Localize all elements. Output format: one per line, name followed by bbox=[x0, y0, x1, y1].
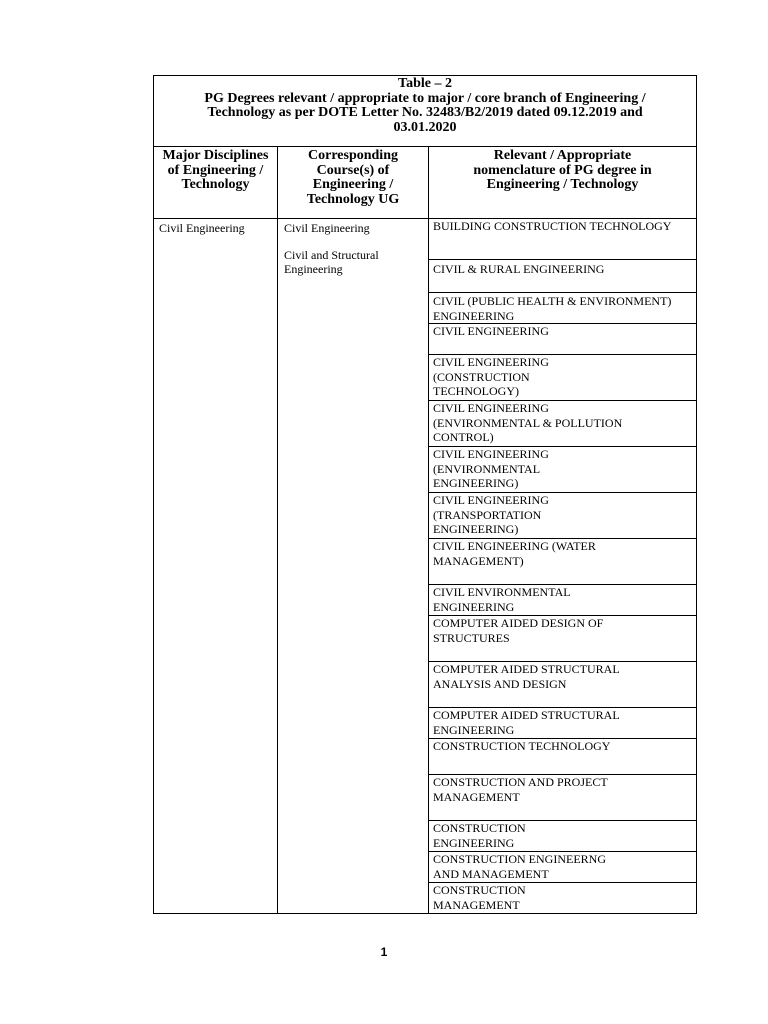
pg-degree-row: CIVIL & RURAL ENGINEERING bbox=[429, 260, 696, 293]
pg-degree-row: CIVIL ENGINEERING (WATER MANAGEMENT) bbox=[429, 539, 696, 585]
pg-degree-row: CIVIL (PUBLIC HEALTH & ENVIRONMENT) ENGINEERING bbox=[429, 293, 696, 324]
major-discipline-cell bbox=[154, 219, 278, 914]
pg-degree-row: COMPUTER AIDED STRUCTURAL ENGINEERING bbox=[429, 708, 696, 739]
header-major-text: Major Disciplines of Engineering / Technology bbox=[162, 148, 269, 192]
pg-degree-row: CONSTRUCTION MANAGEMENT bbox=[433, 883, 526, 912]
ug-course-item: Civil and Structural Engineering bbox=[284, 247, 379, 276]
pg-degree-row: CONSTRUCTION ENGINEERING bbox=[429, 821, 696, 852]
pg-degrees-cell bbox=[429, 219, 697, 914]
pg-degree-row: BUILDING CONSTRUCTION TECHNOLOGY bbox=[429, 219, 696, 260]
table-title: PG Degrees relevant / appropriate to major / core branch of Engineering / Technology as per DOTE Letter No. 32483/B2/2019 dated 09.12.2019 and 03.01.2020 bbox=[204, 90, 646, 135]
ug-courses-cell bbox=[278, 219, 429, 914]
table-caption: Table – 2 bbox=[398, 76, 452, 91]
pg-degree-row: COMPUTER AIDED STRUCTURAL ANALYSIS AND DESIGN bbox=[429, 662, 696, 708]
header-pg-degree bbox=[429, 147, 697, 219]
pg-degree-row: CIVIL ENGINEERING (TRANSPORTATION ENGINEERING) bbox=[429, 493, 696, 539]
major-discipline: Civil Engineering bbox=[159, 221, 245, 235]
pg-degree-row: COMPUTER AIDED DESIGN OF STRUCTURES bbox=[429, 616, 696, 662]
pg-degrees-list bbox=[429, 219, 696, 913]
pg-degree-row: CONSTRUCTION ENGINEERNG AND MANAGEMENT bbox=[429, 852, 696, 883]
pg-degree-row: CIVIL ENGINEERING bbox=[429, 324, 696, 355]
pg-degree-row: CIVIL ENGINEERING (CONSTRUCTION TECHNOLOGY) bbox=[429, 355, 696, 401]
ug-course-item: Civil Engineering bbox=[284, 221, 370, 235]
pg-degrees-table bbox=[153, 75, 697, 914]
pg-degree-row: CIVIL ENGINEERING (ENVIRONMENTAL & POLLUTION CONTROL) bbox=[429, 401, 696, 447]
table-title-cell bbox=[154, 76, 697, 147]
page-number: 1 bbox=[380, 945, 388, 959]
pg-degree-row: CONSTRUCTION AND PROJECT MANAGEMENT bbox=[429, 775, 696, 821]
header-ug-courses bbox=[278, 147, 429, 219]
header-pg-text: Relevant / Appropriate nomenclature of PG degree in Engineering / Technology bbox=[473, 148, 652, 192]
header-major-disciplines bbox=[154, 147, 278, 219]
pg-degree-row: CIVIL ENGINEERING (ENVIRONMENTAL ENGINEERING) bbox=[429, 447, 696, 493]
header-ug-text: Corresponding Course(s) of Engineering / Technology UG bbox=[306, 148, 400, 207]
pg-degree-row: CONSTRUCTION TECHNOLOGY bbox=[429, 739, 696, 775]
pg-degree-row: CIVIL ENVIRONMENTAL ENGINEERING bbox=[429, 585, 696, 616]
